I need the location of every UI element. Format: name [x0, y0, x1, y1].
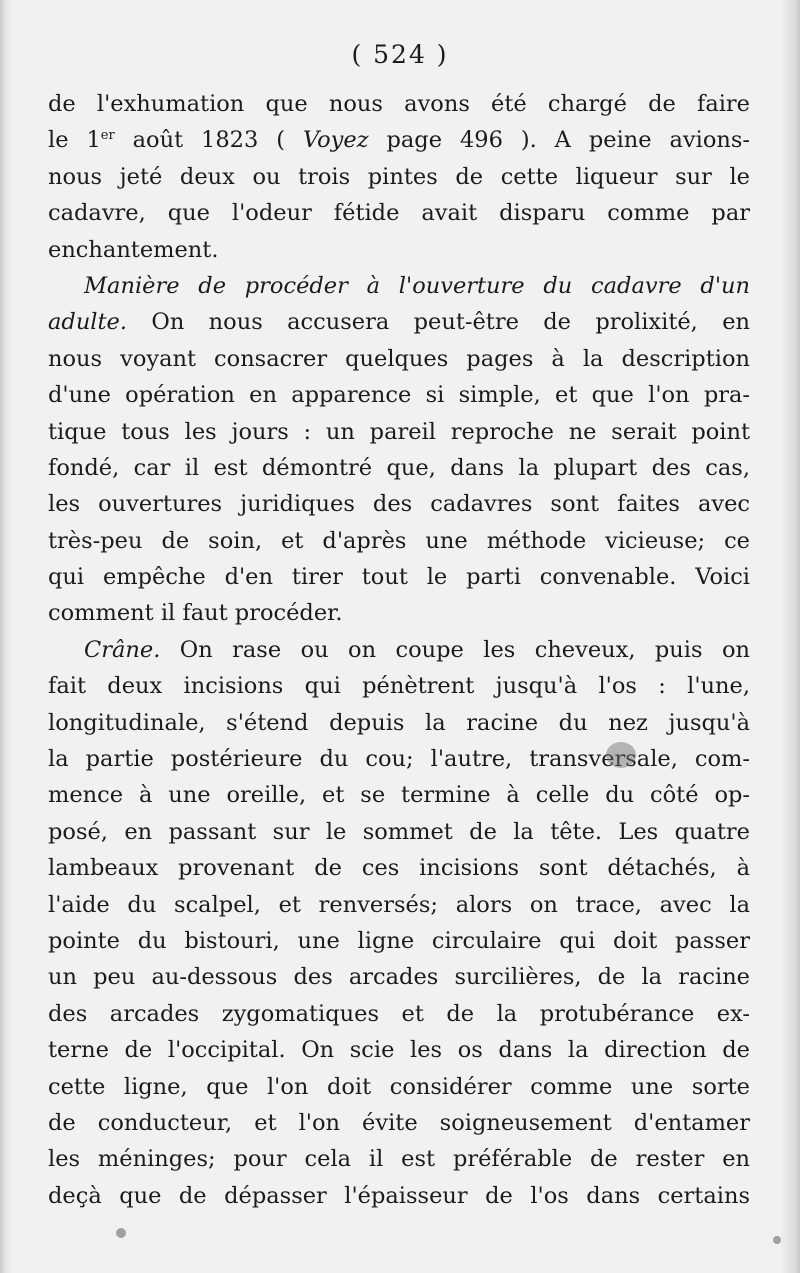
- ink-blot: [606, 742, 636, 768]
- italic-reference: Voyez: [302, 127, 369, 154]
- text-fragment: page 496 ). A peine avions-: [368, 127, 751, 154]
- text-line: qui empêche d'en tirer tout le parti convenable. Voici: [48, 564, 750, 591]
- text-fragment: On rase ou on coupe les cheveux, puis on: [160, 636, 750, 663]
- text-line: nous jeté deux ou trois pintes de cette liqueur sur le: [48, 163, 750, 190]
- page-number: ( 524 ): [351, 40, 449, 69]
- text-line: deçà que de dépasser l'épaisseur de l'os dans certains: [48, 1182, 750, 1209]
- section-heading: Crâne.: [84, 636, 161, 663]
- text-line: posé, en passant sur le sommet de la tête. Les quatre: [48, 818, 750, 845]
- text-line: lambeaux provenant de ces incisions sont détachés, à: [48, 855, 750, 882]
- text-fragment: On nous accusera peut-être de prolixité, en: [127, 309, 750, 336]
- ink-blot: [773, 1236, 781, 1244]
- ink-blot: [116, 1228, 126, 1238]
- text-line: [48, 304, 750, 340]
- text-line: nous voyant consacrer quelques pages à la description: [48, 345, 750, 372]
- text-line: de conducteur, et l'on évite soigneusement d'entamer: [48, 1109, 750, 1136]
- text-line: la partie postérieure du cou; l'autre, transversale, com-: [48, 746, 750, 773]
- section-heading-end: adulte.: [48, 309, 128, 336]
- text-line: d'une opération en apparence si simple, et que l'on pra-: [48, 382, 750, 409]
- page-body: [48, 86, 750, 1214]
- text-line: longitudinale, s'étend depuis la racine du nez jusqu'à: [48, 709, 750, 736]
- text-line: enchantement.: [48, 236, 219, 263]
- text-line: [48, 632, 750, 668]
- text-line: fondé, car il est démontré que, dans la plupart des cas,: [48, 454, 750, 481]
- text-line: des arcades zygomatiques et de la protubérance ex-: [48, 1000, 750, 1027]
- superscript: er: [100, 128, 115, 144]
- text-line: [48, 122, 750, 158]
- text-line: cadavre, que l'odeur fétide avait disparu comme par: [48, 200, 750, 227]
- text-line: mence à une oreille, et se termine à celle du côté op-: [48, 782, 750, 809]
- text-line: terne de l'occipital. On scie les os dans la direction de: [48, 1037, 750, 1064]
- text-line: tique tous les jours : un pareil reproche ne serait point: [48, 418, 750, 445]
- text-line: cette ligne, que l'on doit considérer comme une sorte: [48, 1073, 750, 1100]
- text-line: l'aide du scalpel, et renversés; alors on trace, avec la: [48, 891, 750, 918]
- section-heading-line: Manière de procéder à l'ouverture du cadavre d'un: [84, 272, 750, 299]
- text-line: un peu au-dessous des arcades surcilières, de la racine: [48, 964, 750, 991]
- text-fragment: août 1823 (: [114, 127, 303, 154]
- text-line: les méninges; pour cela il est préférable de rester en: [48, 1146, 750, 1173]
- text-line: pointe du bistouri, une ligne circulaire qui doit passer: [48, 927, 750, 954]
- text-line: fait deux incisions qui pénètrent jusqu'à l'os : l'une,: [48, 673, 750, 700]
- text-line: les ouvertures juridiques des cadavres sont faites avec: [48, 491, 750, 518]
- text-line: très-peu de soin, et d'après une méthode vicieuse; ce: [48, 527, 750, 554]
- text-line: de l'exhumation que nous avons été chargé de faire: [48, 91, 750, 117]
- text-line: comment il faut procéder.: [48, 600, 343, 627]
- text-fragment: le 1: [48, 127, 101, 154]
